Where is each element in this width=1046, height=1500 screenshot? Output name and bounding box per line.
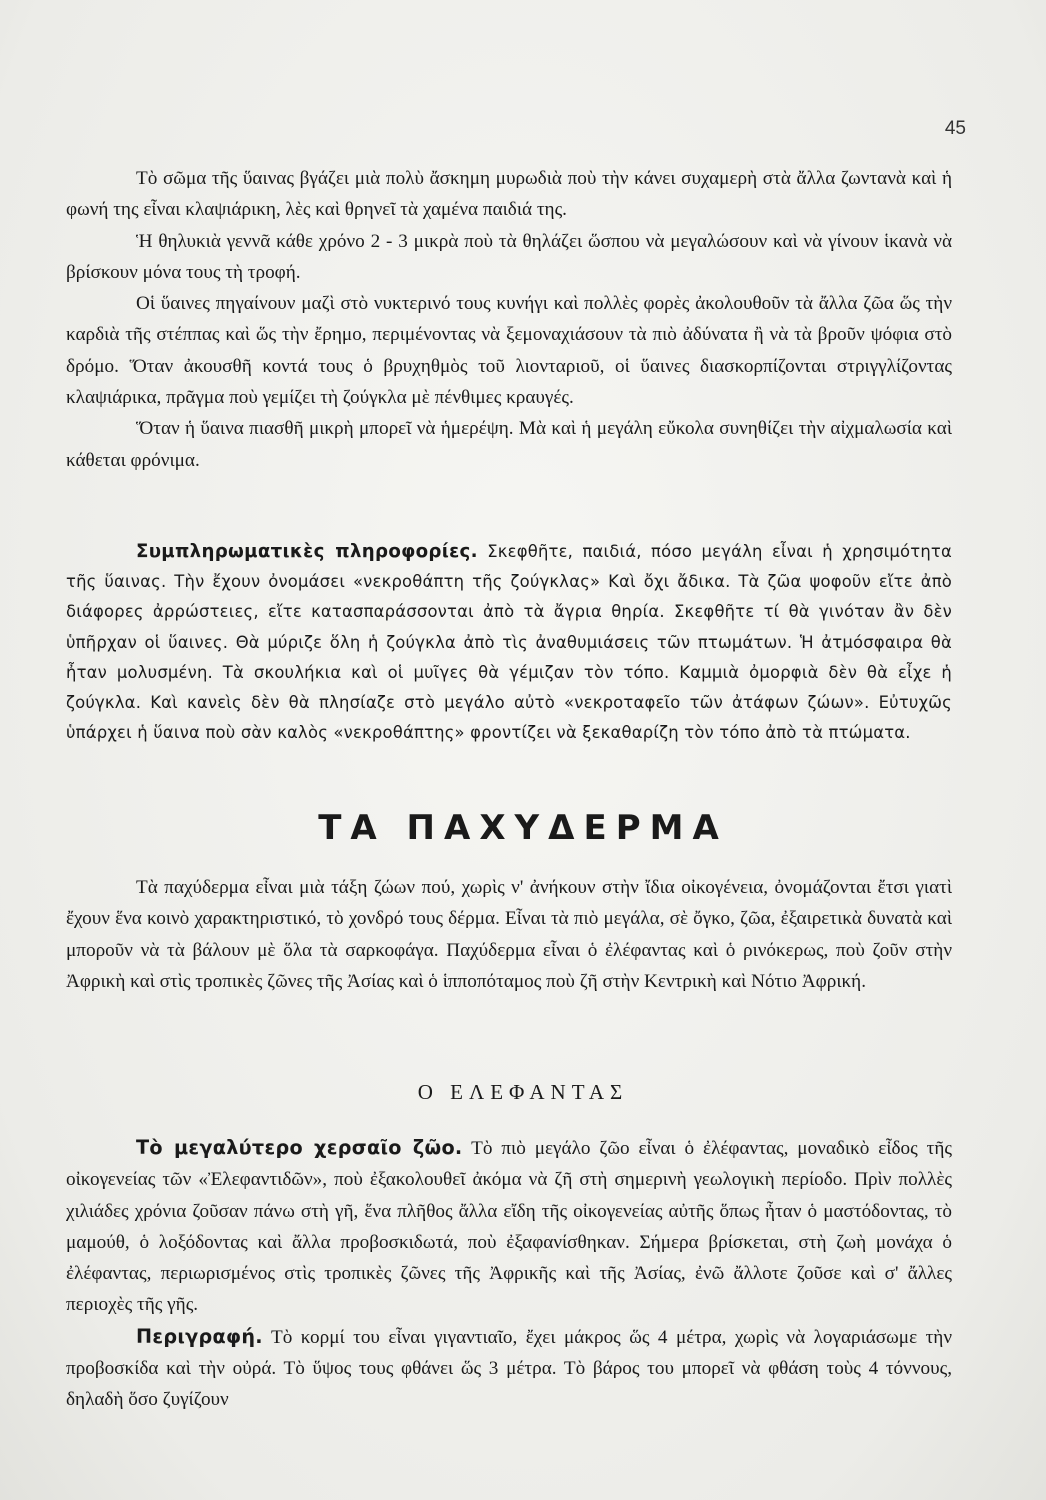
text-description: Τὸ κορμί του εἶναι γιγαντιαῖο, ἔχει μάκρος ὥς 4 μέτρα, χωρὶς νὰ λογαριάσωμε τὴν προβοσκίδα καὶ τὴν οὐρά. Τὸ ὕψος τους φθάνει ὥς 3 μέτρα. Τὸ βάρος του μπορεῖ νὰ φθάση τοὺς 4 τόννους, δηλαδὴ ὅσο ζυγίζουν [66, 1326, 952, 1411]
info-paragraph [66, 537, 952, 748]
subsection-title: Ο ΕΛΕΦΑΝΤΑΣ [417, 1080, 629, 1104]
paragraph-hyena-young: Ἡ θηλυκιὰ γεννᾶ κάθε χρόνο 2 - 3 μικρὰ ποὺ τὰ θηλάζει ὥσπου νὰ μεγαλώσουν καὶ νὰ γίνουν ἱκανὰ νὰ βρίσκουν μόνα τους τὴ τροφή. [66, 230, 952, 283]
elephant-text [66, 1132, 952, 1416]
paragraph-hyena-captivity: Ὅταν ἡ ὕαινα πιασθῆ μικρὴ μπορεῖ νὰ ἡμερέψη. Μὰ καὶ ἡ μεγάλη εὔκολα συνηθίζει τὴν αἰχμαλωσία καὶ κάθεται φρόνιμα. [66, 418, 952, 471]
paragraph-largest-land-animal [66, 1132, 952, 1321]
paragraph-hyena-smell: Τὸ σῶμα τῆς ὕαινας βγάζει μιὰ πολὺ ἄσκημη μυρωδιὰ ποὺ τὴν κάνει συχαμερὴ στὰ ἄλλα ζωντανὰ καὶ ἡ φωνή της εἶναι κλαψιάρικη, λὲς καὶ θρηνεῖ τὰ χαμένα παιδιά της. [66, 168, 952, 221]
paragraph-description [66, 1321, 952, 1416]
info-box [66, 537, 952, 748]
paragraph-pachyderms: Τὰ παχύδερμα εἶναι μιὰ τάξη ζώων πού, χωρὶς ν' ἀνήκουν στὴν ἴδια οἰκογένεια, ὀνομάζονται ἔτσι γιατὶ ἔχουν ἕνα κοινὸ χαρακτηριστικό, τὸ χονδρό τους δέρμα. Εἶναι τὰ πιὸ μεγάλα, σὲ ὄγκο, ζῶα, ἐξαιρετικὰ δυνατὰ καὶ μποροῦν νὰ τὰ βάλουν μὲ ὅλα τὰ σαρκοφάγα. Παχύδερμα εἶναι ὁ ἐλέφαντας καὶ ὁ ρινόκερως, ποὺ ζοῦν στὴν Ἀφρικὴ καὶ στὶς τροπικὲς ζῶνες τῆς Ἀσίας καὶ ὁ ἱπποπόταμος ποὺ ζῆ στὴν Κεντρικὴ καὶ Νότιο Ἀφρική. [66, 877, 952, 992]
info-lead: Συμπληρωματικὲς πληροφορίες. [136, 541, 478, 562]
info-text: Σκεφθῆτε, παιδιά, πόσο μεγάλη εἶναι ἡ χρησιμότητα τῆς ὕαινας. Τὴν ἔχουν ὀνομάσει «νεκροθάπτη τῆς ζούγκλας» Καὶ ὄχι ἄδικα. Τὰ ζῶα ψοφοῦν εἴτε ἀπὸ διάφορες ἀρρώστειες, εἴτε κατασπαράσσονται ἀπὸ τὰ ἄγρια θηρία. Σκεφθῆτε τί θὰ γινόταν ἂν δὲν ὑπῆρχαν οἱ ὕαινες. Θὰ μύριζε ὅλη ἡ ζούγκλα ἀπὸ τὶς ἀναθυμιάσεις τῶν πτωμάτων. Ἡ ἀτμόσφαιρα θὰ ἦταν μολυσμένη. Τὰ σκουλήκια καὶ οἱ μυῖγες θὰ γέμιζαν τὸν τόπο. Καμμιὰ ὀμορφιὰ δὲν θὰ εἶχε ἡ ζούγκλα. Καὶ κανεὶς δὲν θὰ πλησίαζε στὸ μεγάλο αὐτὸ «νεκροταφεῖο τῶν ἀτάφων ζώων». Εὐτυχῶς ὑπάρχει ἡ ὕαινα ποὺ σὰν καλὸς «νεκροθάπτης» φροντίζει νὰ ξεκαθαρίζη τὸν τόπο ἀπὸ τὰ πτώματα. [66, 542, 952, 743]
section-title: ΤΑ ΠΑΧΥΔΕΡΜΑ [318, 808, 728, 848]
lead-description: Περιγραφή. [136, 1324, 263, 1348]
lead-largest-land-animal: Τὸ μεγαλύτερο χερσαῖο ζῶο. [136, 1136, 463, 1159]
paragraph-hyena-hunting: Οἱ ὕαινες πηγαίνουν μαζὶ στὸ νυκτερινό τους κυνήγι καὶ πολλὲς φορὲς ἀκολουθοῦν τὰ ἄλλα ζῶα ὥς τὴν καρδιὰ τῆς στέππας καὶ ὥς τὴν ἔρημο, περιμένοντας νὰ ξεμοναχιάσουν τὰ πιὸ ἀδύνατα ἢ νὰ τὰ βροῦν ψόφια στὸ δρόμο. Ὅταν ἀκουσθῆ κοντά τους ὁ βρυχηθμὸς τοῦ λιονταριοῦ, οἱ ὕαινες διασκορπίζονται στριγγλίζοντας κλαψιάρικα, πρᾶγμα ποὺ γεμίζει τὴ ζούγκλα μὲ πένθιμες κραυγές. [66, 293, 952, 409]
section-intro [66, 872, 952, 997]
page-number: 45 [944, 118, 966, 139]
text-largest-land-animal: Τὸ πιὸ μεγάλο ζῶο εἶναι ὁ ἐλέφαντας, μοναδικὸ εἶδος τῆς οἰκογενείας τῶν «Ἐλεφαντιδῶν», ποὺ ἐξακολουθεῖ ἀκόμα νὰ ζῆ στὴ σημερινὴ γεωλογικὴ περίοδο. Πρὶν πολλὲς χιλιάδες χρόνια ζοῦσαν πάνω στὴ γῆ, ἕνα πλῆθος ἄλλα εἴδη τῆς οἰκογενείας αὐτῆς ὅπως ἦταν ὁ μαστόδοντας, τὸ μαμούθ, ὁ λοξόδοντας καὶ ἄλλα προβοσκιδωτά, ποὺ ἐξαφανίσθηκαν. Σήμερα βρίσκεται, στὴ ζωὴ μονάχα ὁ ἐλέφαντας, περιωρισμένος στὶς τροπικὲς ζῶνες τῆς Ἀφρικῆς καὶ τῆς Ἀσίας, ἐνῶ ἄλλοτε ζοῦσε καὶ σ' ἄλλες περιοχὲς τῆς γῆς. [66, 1138, 953, 1316]
intro-text [66, 163, 952, 476]
